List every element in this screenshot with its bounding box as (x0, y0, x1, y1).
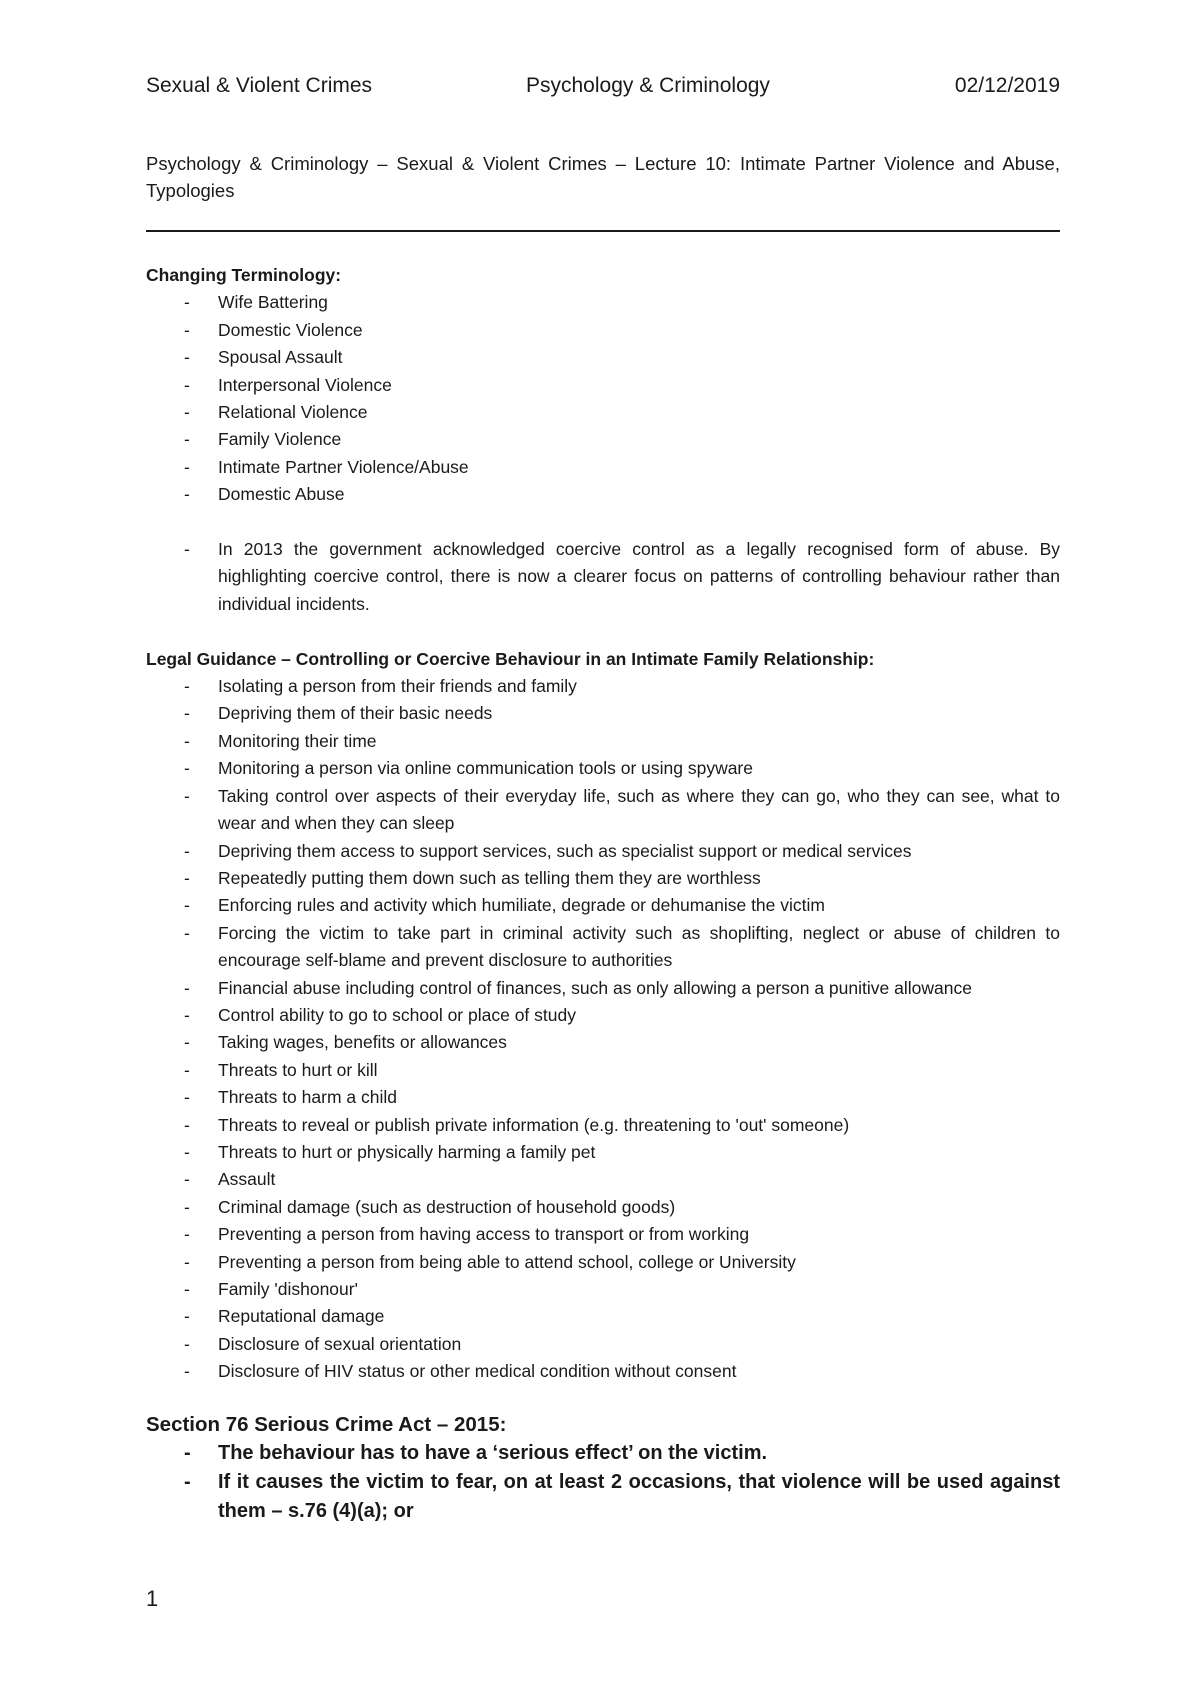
list-item: - Assault (146, 1166, 1060, 1193)
list-item: - Interpersonal Violence (146, 372, 1060, 399)
list-item: - The behaviour has to have a ‘serious effect’ on the victim. (146, 1439, 1060, 1468)
list-item: - Isolating a person from their friends and family (146, 673, 1060, 700)
spacer (146, 618, 1060, 645)
list-item: - Depriving them of their basic needs (146, 700, 1060, 727)
list-item: - Disclosure of HIV status or other medical condition without consent (146, 1358, 1060, 1385)
section-76-heading: Section 76 Serious Crime Act – 2015: (146, 1412, 507, 1436)
list-item: - Enforcing rules and activity which humiliate, degrade or dehumanise the victim (146, 892, 1060, 919)
coercive-control-note: - In 2013 the government acknowledged coercive control as a legally recognised form of abuse. By highlighting coercive control, there is now a clearer focus on patterns of controlling behaviour rather than individual incidents. (146, 536, 1060, 618)
list-item: - Financial abuse including control of finances, such as only allowing a person a punitive allowance (146, 975, 1060, 1002)
legal-guidance-heading: Legal Guidance – Controlling or Coercive Behaviour in an Intimate Family Relationship: (146, 648, 875, 669)
terminology-note-list (146, 536, 1060, 618)
list-item: - Monitoring a person via online communication tools or using spyware (146, 755, 1060, 782)
list-item: - Domestic Violence (146, 317, 1060, 344)
list-item: - Family Violence (146, 426, 1060, 453)
list-item: - Domestic Abuse (146, 481, 1060, 508)
list-item: - Intimate Partner Violence/Abuse (146, 454, 1060, 481)
list-item: - Family 'dishonour' (146, 1276, 1060, 1303)
list-item: - Taking control over aspects of their everyday life, such as where they can go, who they can see, what to wear and when they can sleep (146, 783, 1060, 838)
page-header (146, 74, 1060, 104)
list-item: - Reputational damage (146, 1303, 1060, 1330)
header-subject: Psychology & Criminology (526, 74, 770, 97)
header-course: Sexual & Violent Crimes (146, 74, 373, 97)
list-item: - If it causes the victim to fear, on at least 2 occasions, that violence will be used against them – s.76 (4)(a); or (146, 1468, 1060, 1526)
list-item: - Forcing the victim to take part in criminal activity such as shoplifting, neglect or abuse of children to encourage self-blame and prevent disclosure to authorities (146, 920, 1060, 975)
list-item: - Preventing a person from being able to attend school, college or University (146, 1249, 1060, 1276)
list-item: - Relational Violence (146, 399, 1060, 426)
list-item: - Threats to hurt or physically harming a family pet (146, 1139, 1060, 1166)
list-item: - Preventing a person from having access to transport or from working (146, 1221, 1060, 1248)
list-item: - Spousal Assault (146, 344, 1060, 371)
header-date: 02/12/2019 (954, 74, 1060, 97)
list-item: - Control ability to go to school or place of study (146, 1002, 1060, 1029)
list-item: - Threats to hurt or kill (146, 1057, 1060, 1084)
section-76-block (146, 1410, 1060, 1526)
list-item: - Disclosure of sexual orientation (146, 1331, 1060, 1358)
terminology-heading: Changing Terminology: (146, 265, 342, 285)
title-divider (146, 230, 1060, 232)
section-76-list (146, 1439, 1060, 1526)
list-item: - Wife Battering (146, 289, 1060, 316)
document-body (146, 262, 1060, 1526)
list-item: - Taking wages, benefits or allowances (146, 1029, 1060, 1056)
document-title: Psychology & Criminology – Sexual & Violent Crimes – Lecture 10: Intimate Partner Violence and Abuse, Typologies (146, 153, 1060, 201)
list-item: - Monitoring their time (146, 728, 1060, 755)
page-number: 1 (146, 1586, 159, 1611)
spacer (146, 509, 1060, 536)
list-item: - Threats to reveal or publish private information (e.g. threatening to 'out' someone) (146, 1112, 1060, 1139)
list-item: - Repeatedly putting them down such as telling them they are worthless (146, 865, 1060, 892)
terminology-list (146, 289, 1060, 508)
list-item: - Criminal damage (such as destruction of household goods) (146, 1194, 1060, 1221)
list-item: - Depriving them access to support services, such as specialist support or medical services (146, 838, 1060, 865)
legal-guidance-list (146, 673, 1060, 1386)
list-item: - Threats to harm a child (146, 1084, 1060, 1111)
